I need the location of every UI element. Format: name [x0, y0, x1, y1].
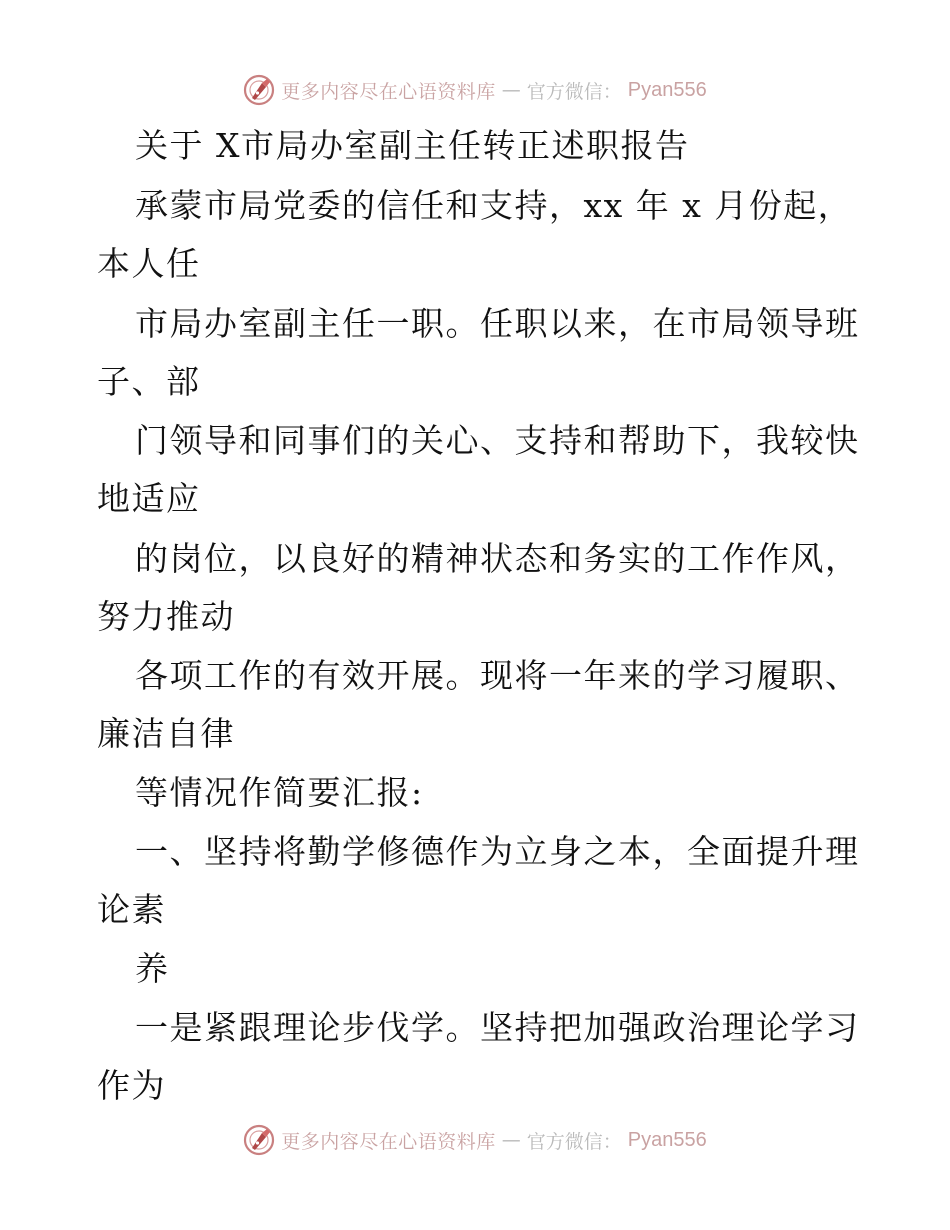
banner-wechat-id: Pyan556	[627, 1128, 707, 1151]
banner-text: 更多内容尽在心语资料库	[281, 1130, 496, 1153]
banner-wechat-label: 官方微信：	[526, 1130, 622, 1153]
section-heading-line: 养	[135, 949, 170, 988]
paragraph-line: 的岗位，以良好的精神状态和务实的工作作风，	[135, 539, 860, 578]
banner-separator: —	[501, 79, 521, 101]
banner-separator: —	[501, 1129, 521, 1151]
paragraph-line: 门领导和同事们的关心、支持和帮助下，我较快	[135, 421, 860, 460]
pen-nib-logo-icon	[243, 1124, 275, 1156]
banner-wechat-id: Pyan556	[627, 78, 707, 101]
paragraph-line: 市局办室副主任一职。任职以来，在市局领导班	[135, 304, 860, 343]
section-heading-line: 一、坚持将勤学修德作为立身之本，全面提升理	[135, 832, 860, 871]
paragraph-line: 各项工作的有效开展。现将一年来的学习履职、	[135, 656, 860, 695]
banner-text: 更多内容尽在心语资料库	[281, 80, 496, 103]
section-heading-line: 论素	[97, 890, 166, 929]
paragraph-line: 努力推动	[97, 597, 235, 636]
paragraph-line: 廉洁自律	[97, 714, 235, 753]
paragraph-line: 承蒙市局党委的信任和支持，xx 年 x 月份起，	[135, 186, 853, 225]
paragraph-line: 作为	[97, 1066, 166, 1105]
banner-wechat-label: 官方微信：	[526, 80, 622, 103]
document-title: 关于 X市局办室副主任转正述职报告	[135, 126, 690, 165]
footer-watermark-banner	[0, 1120, 950, 1160]
paragraph-line: 一是紧跟理论步伐学。坚持把加强政治理论学习	[135, 1008, 860, 1047]
paragraph-line: 本人任	[97, 244, 201, 283]
paragraph-line: 子、部	[97, 362, 201, 401]
paragraph-line: 地适应	[97, 479, 201, 518]
header-watermark-banner	[0, 70, 950, 110]
pen-nib-logo-icon	[243, 74, 275, 106]
paragraph-line: 等情况作简要汇报:	[135, 773, 424, 812]
